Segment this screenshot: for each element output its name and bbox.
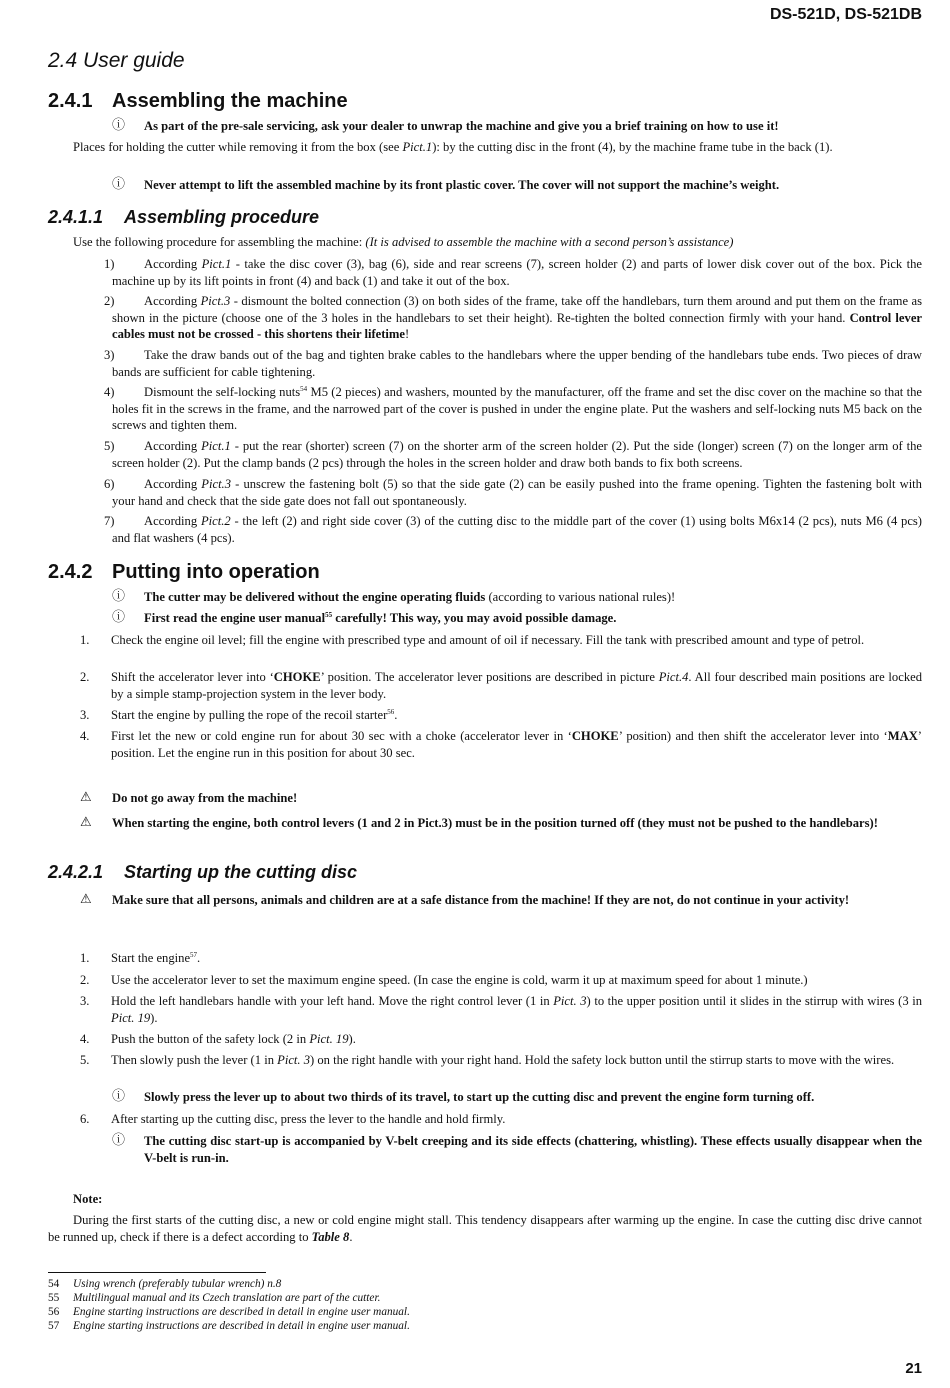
- list-item: [48, 669, 922, 702]
- footnote-text: Multilingual manual and its Czech translation are part of the cutter.: [73, 1292, 381, 1304]
- list-item: [48, 707, 922, 724]
- footnote-number: 56: [48, 1306, 60, 1318]
- info-circle-icon: ⓘ: [112, 589, 126, 604]
- list-number: 2.: [80, 973, 90, 987]
- text: .: [197, 951, 201, 965]
- info-text: The cutting disc start-up is accompanied by V-belt creeping and its side effects (chattering, whistling). These effects usually disappear when the V-belt is run-in.: [144, 1134, 922, 1165]
- footnote-text: Engine starting instructions are described in detail in engine user manual.: [73, 1320, 410, 1332]
- list-item: [48, 972, 922, 989]
- footnote-number: 55: [48, 1292, 60, 1304]
- picture-ref: Pict. 3: [553, 994, 587, 1008]
- list-item: [80, 476, 922, 509]
- text: During the first starts of the cutting disc, a new or cold engine might stall. This tendency disappears after warming up the engine. In case the cutting disc drive cannot be runned up, check if there is a defect according to: [48, 1213, 922, 1244]
- table-ref: Table 8: [311, 1229, 350, 1244]
- info-note: [112, 589, 922, 606]
- list-item: [80, 256, 922, 289]
- picture-ref: Pict.4: [658, 670, 689, 684]
- text: Hold the left handlebars handle with your left hand. Move the right control lever (1 in: [111, 994, 554, 1008]
- text: carefully! This way, you may avoid possible damage.: [332, 611, 617, 625]
- list-number: 1): [104, 257, 115, 271]
- section-title: Assembling procedure: [124, 207, 320, 227]
- text: ): by the cutting disc in the front (4), by the machine frame tube in the back (1).: [432, 140, 833, 154]
- text-bold: CHOKE: [273, 670, 321, 684]
- note-paragraph: [48, 1212, 922, 1245]
- list-item: [80, 347, 922, 380]
- text: Dismount the self-locking nuts: [144, 385, 301, 399]
- picture-ref: Pict.3: [201, 477, 232, 491]
- warning-triangle-icon: ⚠: [80, 790, 92, 805]
- list-number: 2): [104, 294, 115, 308]
- list-item: [48, 632, 922, 649]
- picture-ref: Pict. 3: [277, 1053, 311, 1067]
- list-number: 3.: [80, 994, 90, 1008]
- text: M5 (2 pieces) and washers, mounted by the manufacturer, off the frame and set the disc cover on the machine so that the holes fit in the screws in the frame, and the narrowed part of the cover is pushed in under the engine plate. Put the washers and self-locking nuts M5 back on the screws and tighten them.: [112, 385, 922, 432]
- text: ’ position. Let the engine run in this position for about 30 sec.: [111, 729, 922, 760]
- text-bold: MAX: [887, 729, 918, 743]
- info-circle-icon: ⓘ: [112, 1133, 126, 1148]
- footnote-text: Using wrench (preferably tubular wrench) n.8: [73, 1278, 282, 1290]
- list-number: 4): [104, 385, 115, 399]
- info-note: [112, 177, 922, 194]
- info-text: As part of the pre-sale servicing, ask your dealer to unwrap the machine and give you a brief training on how to use it!: [144, 119, 779, 133]
- warning-note: [80, 815, 922, 832]
- text: Start the engine by pulling the rope of the recoil starter: [111, 708, 388, 722]
- info-note: [112, 1133, 922, 1166]
- section-title-user-guide: 2.4 User guide: [48, 49, 185, 72]
- warning-triangle-icon: ⚠: [80, 892, 92, 907]
- text-bold: CHOKE: [571, 729, 619, 743]
- picture-ref: Pict. 19: [111, 1010, 151, 1025]
- text: - put the rear (shorter) screen (7) on the shorter arm of the screen holder (2). Put the side (longer) screen (7) on the longer arm of the screen holder (2). Put the clamp bands (2 pcs) through the holes in the screen holder and draw both bands to fix both screens.: [112, 439, 922, 470]
- picture-ref: Pict.1: [402, 140, 433, 154]
- text: Check the engine oil level; fill the engine with prescribed type and amount of oil if necessary. Fill the tank with prescribed amount and type of petrol.: [111, 633, 865, 647]
- list-number: 6.: [80, 1112, 90, 1126]
- picture-ref: Pict.2: [200, 514, 231, 528]
- list-item: [48, 1052, 922, 1069]
- section-number: 2.4.1.1: [48, 207, 104, 227]
- text: Push the button of the safety lock (2 in: [111, 1032, 310, 1046]
- text: After starting up the cutting disc, press the lever to the handle and hold firmly.: [111, 1112, 506, 1126]
- list-number: 4.: [80, 1032, 90, 1046]
- list-item: [48, 1031, 922, 1048]
- text-bold: Control lever cables must not be crossed - this shortens their lifetime: [112, 310, 923, 341]
- text: Start the engine: [111, 951, 191, 965]
- section-title: Assembling the machine: [112, 90, 348, 112]
- note-label: Note:: [73, 1192, 103, 1206]
- footnote-separator: [48, 1272, 266, 1273]
- warning-text: When starting the engine, both control levers (1 and 2 in Pict.3) must be in the position turned off (they must not be pushed to the handlebars)!: [112, 816, 878, 830]
- list-item: [80, 513, 922, 546]
- list-number: 6): [104, 477, 115, 491]
- section-heading-2-4-2: [48, 561, 320, 584]
- section-number: 2.4.2.1: [48, 862, 104, 882]
- section-heading-2-4-1-1: [48, 207, 319, 228]
- list-number: 4.: [80, 729, 90, 743]
- text: ).: [150, 1010, 158, 1025]
- text: According: [144, 514, 201, 528]
- text: According: [144, 439, 202, 453]
- list-item: [48, 728, 922, 761]
- list-number: 3): [104, 348, 115, 362]
- picture-ref: Pict.1: [201, 439, 231, 453]
- footnote-ref: 55: [325, 610, 333, 619]
- footnote-number: 54: [48, 1278, 60, 1290]
- document-header: DS-521D, DS-521DB: [769, 6, 922, 23]
- list-number: 1.: [80, 951, 90, 965]
- text: Places for holding the cutter while removing it from the box (see: [73, 140, 403, 154]
- warning-text: Make sure that all persons, animals and children are at a safe distance from the machine! If they are not, do not continue in your activity!: [112, 893, 850, 907]
- text: According: [144, 294, 201, 308]
- text: ) on the right handle with your right hand. Hold the safety lock button until the stirrup starts to move with the wires.: [310, 1053, 895, 1067]
- text: First let the new or cold engine run for about 30 sec with a choke (accelerator lever in ‘: [111, 729, 572, 743]
- text: (according to various national rules)!: [485, 590, 676, 604]
- section-title: Starting up the cutting disc: [124, 862, 357, 882]
- info-circle-icon: ⓘ: [112, 177, 126, 192]
- text-bold: The cutter may be delivered without the engine operating fluids: [144, 590, 486, 604]
- picture-ref: Pict. 19: [309, 1032, 349, 1046]
- section-heading-2-4-2-1: [48, 862, 357, 883]
- text: ’ position) and then shift the accelerator lever into ‘: [618, 729, 888, 743]
- text: ’ position. The accelerator lever positions are described in picture: [320, 670, 659, 684]
- text: . All four described main positions are locked by a simple stamp-projection system in the lever body.: [111, 670, 923, 701]
- footnote-text: Engine starting instructions are described in detail in engine user manual.: [73, 1306, 410, 1318]
- info-note: [112, 1089, 922, 1106]
- footnote-ref: 54: [300, 384, 308, 393]
- text: - the left (2) and right side cover (3) of the cutting disc to the middle part of the cover (1) using bolts M6x14 (2 pcs), nuts M6 (4 pcs) and flat washers (4 pcs).: [112, 514, 922, 545]
- text: - unscrew the fastening bolt (5) so that the side gate (2) can be easily pushed into the frame opening. Tighten the fastening bolt with your hand and check that the side gate does not fall out spontaneously.: [112, 477, 922, 508]
- footnote-ref: 56: [387, 707, 395, 716]
- section-title: Putting into operation: [112, 561, 320, 583]
- text: Shift the accelerator lever into ‘: [111, 670, 274, 684]
- warning-text: Do not go away from the machine!: [112, 791, 298, 805]
- text: - dismount the bolted connection (3) on both sides of the frame, take off the handlebars, turn them around and put them on the frame as shown in the picture (choose one of the 3 holes in the handlebars to set their height). Re-tighten the bolted connection firmly with your hand.: [112, 294, 922, 325]
- paragraph-places: [48, 139, 922, 156]
- list-number: 1.: [80, 633, 90, 647]
- footnote-number: 57: [48, 1320, 60, 1332]
- text: According: [144, 477, 202, 491]
- footnote: [48, 1278, 281, 1292]
- info-circle-icon: ⓘ: [112, 118, 126, 133]
- list-number: 5): [104, 439, 115, 453]
- text: - take the disc cover (3), bag (6), side and rear screens (7), screen holder (2) and parts of lower disk cover out of the box. Pick the machine up by its lift points in front (4) and back (1) and take it out of the box.: [112, 257, 922, 288]
- info-text: Never attempt to lift the assembled machine by its front plastic cover. The cover will not support the machine’s weight.: [144, 178, 780, 192]
- page-number: 21: [905, 1360, 922, 1377]
- list-item: [48, 993, 922, 1026]
- list-number: 5.: [80, 1053, 90, 1067]
- warning-note: [80, 790, 922, 807]
- list-item: [48, 1111, 922, 1128]
- list-item: [80, 293, 922, 343]
- list-number: 7): [104, 514, 115, 528]
- text: According: [144, 257, 202, 271]
- text: Use the following procedure for assembling the machine:: [73, 235, 366, 249]
- list-item: [48, 950, 922, 967]
- warning-triangle-icon: ⚠: [80, 815, 92, 830]
- warning-note: [80, 892, 922, 909]
- text: First read the engine user manual: [144, 611, 326, 625]
- info-circle-icon: ⓘ: [112, 1089, 126, 1104]
- text: .: [349, 1229, 353, 1244]
- footnote: [48, 1292, 380, 1306]
- info-text: Slowly press the lever up to about two thirds of its travel, to start up the cutting disc and prevent the engine form turning off.: [144, 1090, 815, 1104]
- footnote-ref: 57: [190, 950, 198, 959]
- list-item: [80, 384, 922, 434]
- text: ) to the upper position until it slides in the stirrup with wires (3 in: [586, 994, 923, 1008]
- text: ).: [348, 1032, 356, 1046]
- text: Use the accelerator lever to set the maximum engine speed. (In case the engine is cold, warm it up at maximum speed for about 1 minute.): [111, 973, 808, 987]
- text: Take the draw bands out of the bag and tighten brake cables to the handlebars where the upper bending of the handlebars tube ends. Two pieces of draw bands are sufficient for cable tightening.: [112, 348, 922, 379]
- list-number: 2.: [80, 670, 90, 684]
- picture-ref: Pict.3: [200, 294, 231, 308]
- procedure-intro: [73, 234, 922, 251]
- footnote: [48, 1320, 410, 1334]
- info-note: [112, 118, 922, 135]
- text: !: [405, 327, 410, 341]
- list-item: [80, 438, 922, 471]
- text: .: [394, 708, 398, 722]
- section-number: 2.4.1: [48, 90, 93, 112]
- list-number: 3.: [80, 708, 90, 722]
- footnote: [48, 1306, 410, 1320]
- text-italic: (It is advised to assemble the machine with a second person’s assistance): [365, 235, 734, 249]
- info-circle-icon: ⓘ: [112, 610, 126, 625]
- section-heading-2-4-1: [48, 90, 348, 113]
- text: Then slowly push the lever (1 in: [111, 1053, 278, 1067]
- info-note: [112, 610, 922, 627]
- section-number: 2.4.2: [48, 561, 93, 583]
- picture-ref: Pict.1: [201, 257, 232, 271]
